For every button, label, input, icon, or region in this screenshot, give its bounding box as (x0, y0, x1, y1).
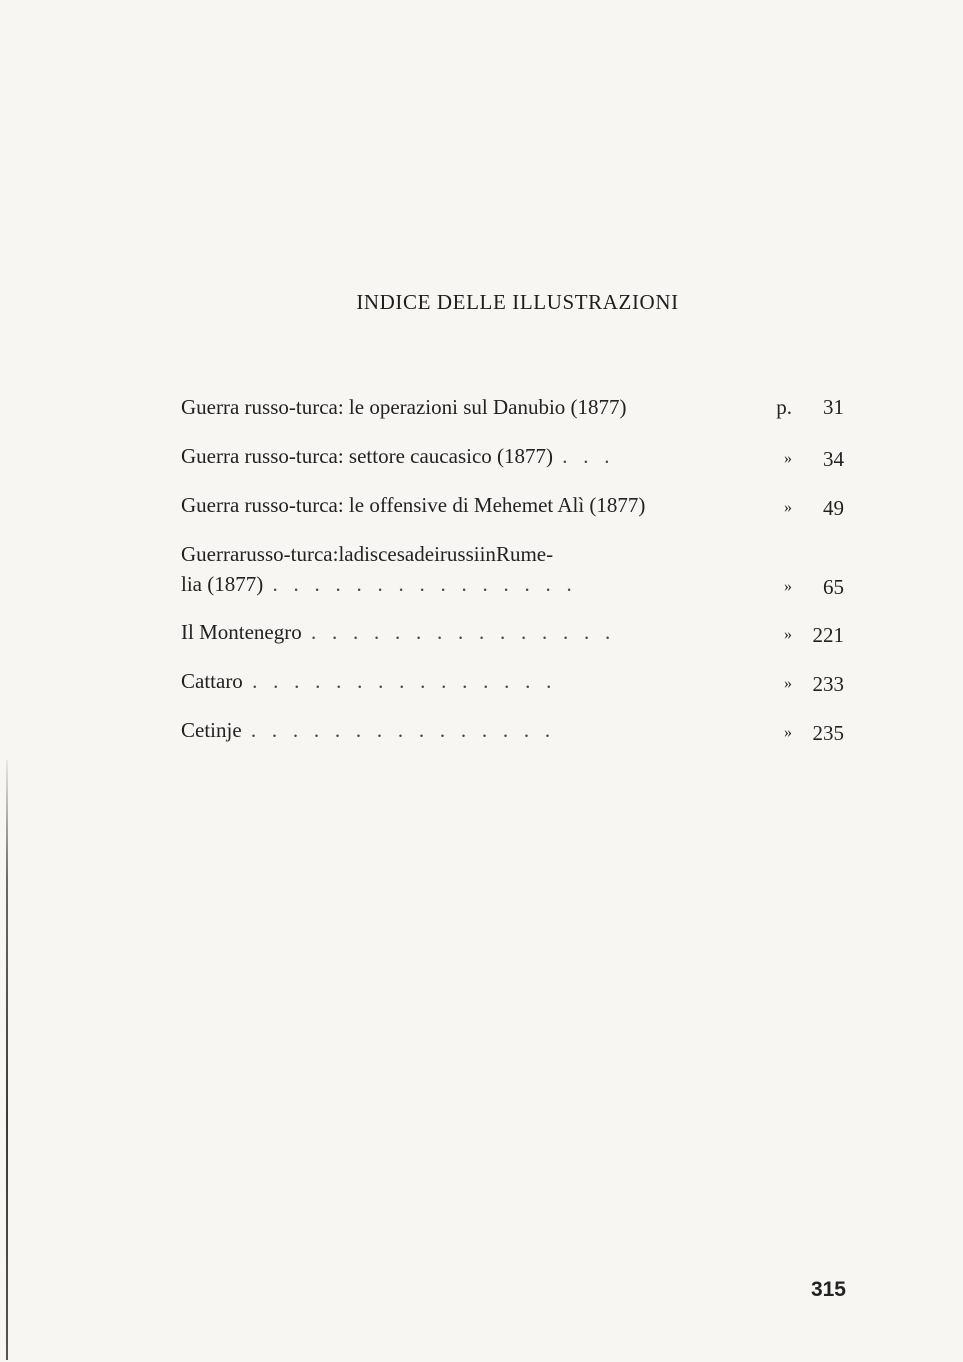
page-ref: 233 (812, 672, 844, 696)
page-marker: » (784, 724, 792, 741)
entry-word: dei (414, 542, 440, 566)
entry-text: Il Montenegro (181, 620, 302, 644)
index-entry (181, 715, 844, 764)
entry-text: Guerra russo-turca: settore caucasico (1877) (181, 444, 554, 468)
entry-text (181, 539, 751, 569)
page-number: 315 (810, 1278, 846, 1301)
index-entry (181, 666, 844, 715)
entry-word: in (479, 542, 496, 566)
page-ref: 65 (823, 575, 844, 599)
leader-dots: . . . . . . . . . . . . . . . (245, 718, 551, 742)
index-entry (181, 392, 844, 441)
entry-word: russo-turca: (239, 542, 339, 566)
entry-text: Guerra russo-turca: le operazioni sul Danubio (1877) (181, 395, 627, 419)
page-title: INDICE DELLE ILLUSTRAZIONI (356, 290, 679, 314)
page-marker: » (784, 578, 792, 595)
index-entry (181, 617, 844, 666)
page-ref: 221 (812, 623, 844, 647)
page-marker: » (784, 499, 792, 516)
leader-dots: . . . . . . . . . . . . . . . (305, 620, 611, 644)
entry-text: Cetinje (181, 718, 242, 742)
index-entry (181, 539, 844, 617)
illustrations-index (181, 392, 844, 764)
page-marker: p. (776, 395, 792, 419)
page-marker: » (784, 450, 792, 467)
page-marker: » (784, 675, 792, 692)
leader-dots: . . . (557, 444, 610, 468)
page-marker: » (784, 626, 792, 643)
page-ref: 34 (823, 447, 844, 471)
entry-text: Guerra russo-turca: le offensive di Mehemet Alì (1877) (181, 493, 646, 517)
entry-word: Guerra (181, 542, 240, 566)
leader-dots: . . . . . . . . . . . . . . . (267, 572, 572, 596)
page-ref: 235 (812, 721, 844, 745)
page-ref: 31 (823, 395, 844, 419)
page-ref: 49 (823, 496, 844, 520)
leader-dots: . . . . . . . . . . . . . . . (246, 669, 552, 693)
index-entry (181, 441, 844, 490)
entry-word: la (338, 542, 354, 566)
index-entry (181, 490, 844, 539)
entry-text: Cattaro (181, 669, 243, 693)
scan-edge-line (6, 760, 8, 1360)
entry-text-continued: lia (1877) (181, 572, 264, 596)
entry-word: discesa (353, 542, 415, 566)
entry-word: russi (439, 542, 480, 566)
entry-word: Rume- (495, 542, 554, 566)
